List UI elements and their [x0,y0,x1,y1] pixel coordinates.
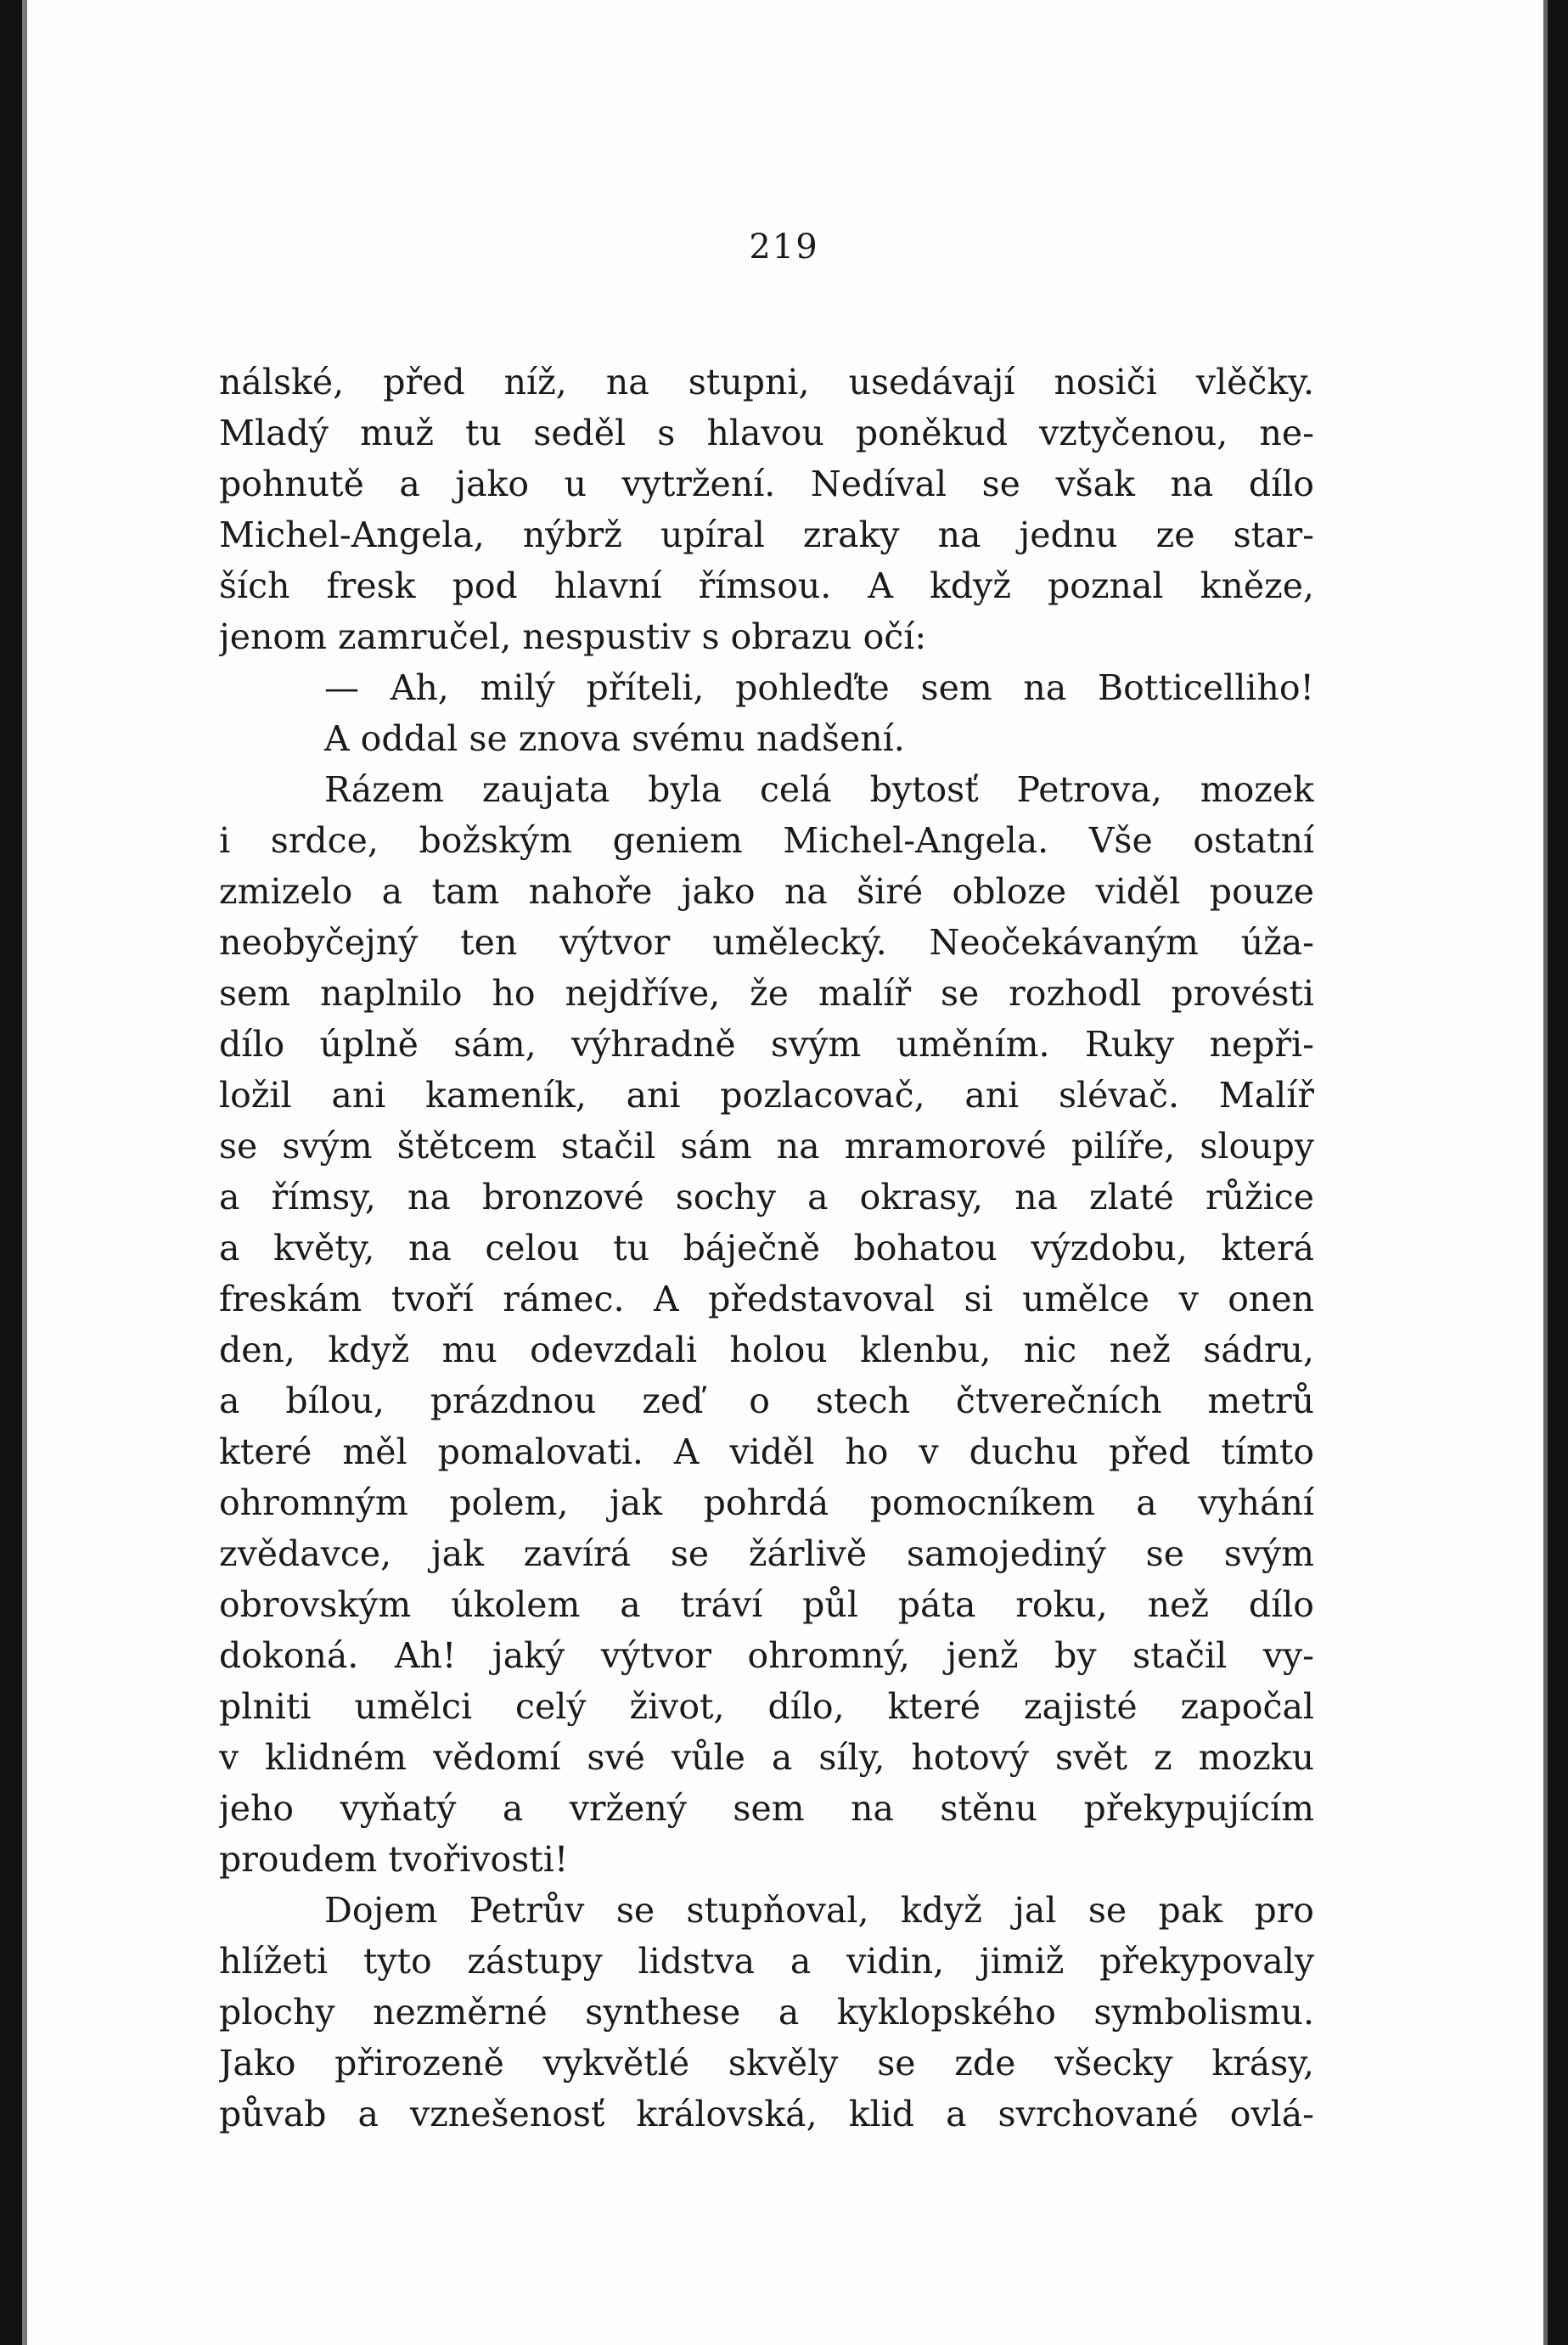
scan-left-shadow [22,0,27,2345]
text-line: dokoná. Ah! jaký výtvor ohromný, jenž by stačil vy- [219,1635,1314,1676]
text-line: a bílou, prázdnou zeď o stech čtverečních metrů [219,1381,1314,1421]
text-line: freskám tvoří rámec. A představoval si umělce v onen [219,1279,1314,1319]
text-line: zvědavce, jak zavírá se žárlivě samojediný se svým [219,1533,1314,1574]
paragraph-start: Dojem Petrův se stupňoval, když jal se pak pro [324,1890,1314,1931]
page-number: 219 [749,228,819,267]
text-line: nálské, před níž, na stupni, usedávají nosiči vlěčky. [219,362,1314,402]
body-text [219,357,1314,2140]
paragraph-start: Rázem zaujata byla celá bytosť Petrova, mozek [324,769,1314,810]
text-line: Michel-Angela, nýbrž upíral zraky na jednu ze star- [219,515,1314,555]
text-line: sem naplnilo ho nejdříve, že malíř se rozhodl provésti [219,973,1314,1014]
dialogue-line: — Ah, milý příteli, pohleďte sem na Botticelliho! [324,667,1314,708]
text-line: v klidném vědomí své vůle a síly, hotový svět z mozku [219,1737,1314,1778]
text-line: plochy nezměrné synthese a kyklopského symbolismu. [219,1992,1314,2033]
text-line: Mladý muž tu seděl s hlavou poněkud vztyčenou, ne- [219,413,1314,453]
text-line: neobyčejný ten výtvor umělecký. Neočekávaným úža- [219,922,1314,963]
text-line: A oddal se znova svému nadšení. [324,718,905,759]
text-line: hlížeti tyto zástupy lidstva a vidin, jimiž překypovaly [219,1941,1314,1982]
text-line: pohnutě a jako u vytržení. Nedíval se však na dílo [219,464,1314,504]
text-line: se svým štětcem stačil sám na mramorové pilíře, sloupy [219,1126,1314,1167]
text-line: Jako přirozeně vykvětlé skvěly se zde všecky krásy, [219,2043,1314,2084]
scan-left-edge [0,0,22,2345]
scan-right-edge [1548,0,1568,2345]
text-line: zmizelo a tam nahoře jako na širé obloze viděl pouze [219,871,1314,912]
scan-right-shadow [1543,0,1548,2345]
text-line: ložil ani kameník, ani pozlacovač, ani slévač. Malíř [219,1075,1314,1116]
text-line: den, když mu odevzdali holou klenbu, nic než sádru, [219,1330,1314,1370]
text-line: dílo úplně sám, výhradně svým uměním. Ruky nepři- [219,1024,1314,1065]
text-line: a římsy, na bronzové sochy a okrasy, na zlaté růžice [219,1177,1314,1217]
text-line: které měl pomalovati. A viděl ho v duchu před tímto [219,1431,1314,1472]
text-line: ších fresk pod hlavní římsou. A když poznal kněze, [219,565,1314,606]
text-line: obrovským úkolem a tráví půl páta roku, než dílo [219,1584,1314,1625]
text-line: půvab a vznešenosť královská, klid a svrchované ovlá- [219,2094,1314,2134]
text-line: plniti umělci celý život, dílo, které zajisté započal [219,1686,1314,1727]
text-line: jenom zamručel, nespustiv s obrazu očí: [219,616,927,657]
text-line: i srdce, božským geniem Michel-Angela. Vše ostatní [219,820,1314,861]
text-line: proudem tvořivosti! [219,1839,569,1880]
text-line: a květy, na celou tu báječně bohatou výzdobu, která [219,1228,1314,1268]
text-line: ohromným polem, jak pohrdá pomocníkem a vyhání [219,1482,1314,1523]
text-line: jeho vyňatý a vržený sem na stěnu překypujícím [219,1788,1314,1829]
